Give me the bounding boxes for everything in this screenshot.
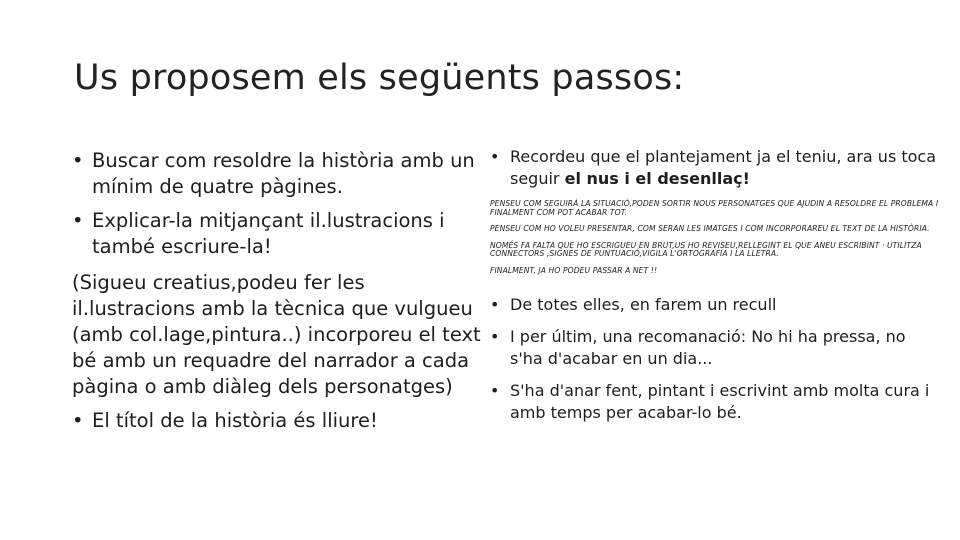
- bullet-text: Buscar com resoldre la història amb un mínim de quatre pàgines.: [92, 149, 475, 198]
- small-note: PENSEU COM SEGUIRÀ LA SITUACIÓ,PODEN SORTIR NOUS PERSONATGES QUE AJUDIN A RESOLDRE EL PROBLEMA I FINALMENT COM POT ACABAR TOT.: [490, 199, 939, 217]
- small-note: NOMÉS FA FALTA QUE HO ESCRIGUEU EN BRUT,US HO REVISEU,RELLEGINT EL QUE ANEU ESCRIBINT · UTILITZA CONNECTORS ,SIGNES DE PUNTUACIÓ,VIGILA L'ORTOGRAFIA I LA LLETRA.: [490, 240, 922, 259]
- small-note: FINALMENT, JA HO PODEU PASSAR A NET !!: [490, 265, 658, 275]
- bullet-text: I per últim, una recomanació: No hi ha pressa, no s'ha d'acabar en un dia...: [510, 326, 906, 368]
- left-column: [72, 148, 484, 434]
- slide-title: Us proposem els següents passos:: [74, 58, 685, 98]
- bullet-item: [490, 294, 940, 316]
- bullet-item: [72, 408, 484, 434]
- bullet-item: [490, 146, 940, 190]
- bullet-text: De totes elles, en farem un recull: [510, 294, 777, 314]
- bullet-text: S'ha d'anar fent, pintant i escrivint amb molta cura i amb temps per acabar-lo bé.: [510, 380, 930, 422]
- bullet-item: [72, 148, 484, 200]
- right-column: [490, 146, 940, 424]
- bullet-text: El títol de la història és lliure!: [92, 409, 378, 432]
- small-note: PENSEU COM HO VOLEU PRESENTAR, COM SERAN LES IMATGES I COM INCORPORAREU EL TEXT DE LA HISTÒRIA.: [490, 224, 930, 234]
- bullet-item: [72, 208, 484, 260]
- bullet-text-bold: el nus i el desenllaç!: [564, 169, 750, 188]
- bullet-text: Recordeu que el plantejament ja el teniu, ara us toca seguir: [510, 147, 937, 188]
- bullet-item: [490, 326, 940, 370]
- bullet-item: [490, 380, 940, 424]
- bullet-text: Explicar-la mitjançant il.lustracions i també escriure-la!: [92, 209, 445, 258]
- paragraph: (Sigueu creatius,podeu fer les il.lustracions amb la tècnica que vulgueu (amb col.lage,pintura..) incorporeu el text bé amb un requadre del narrador a cada pàgina o amb diàleg dels personatges): [72, 271, 481, 398]
